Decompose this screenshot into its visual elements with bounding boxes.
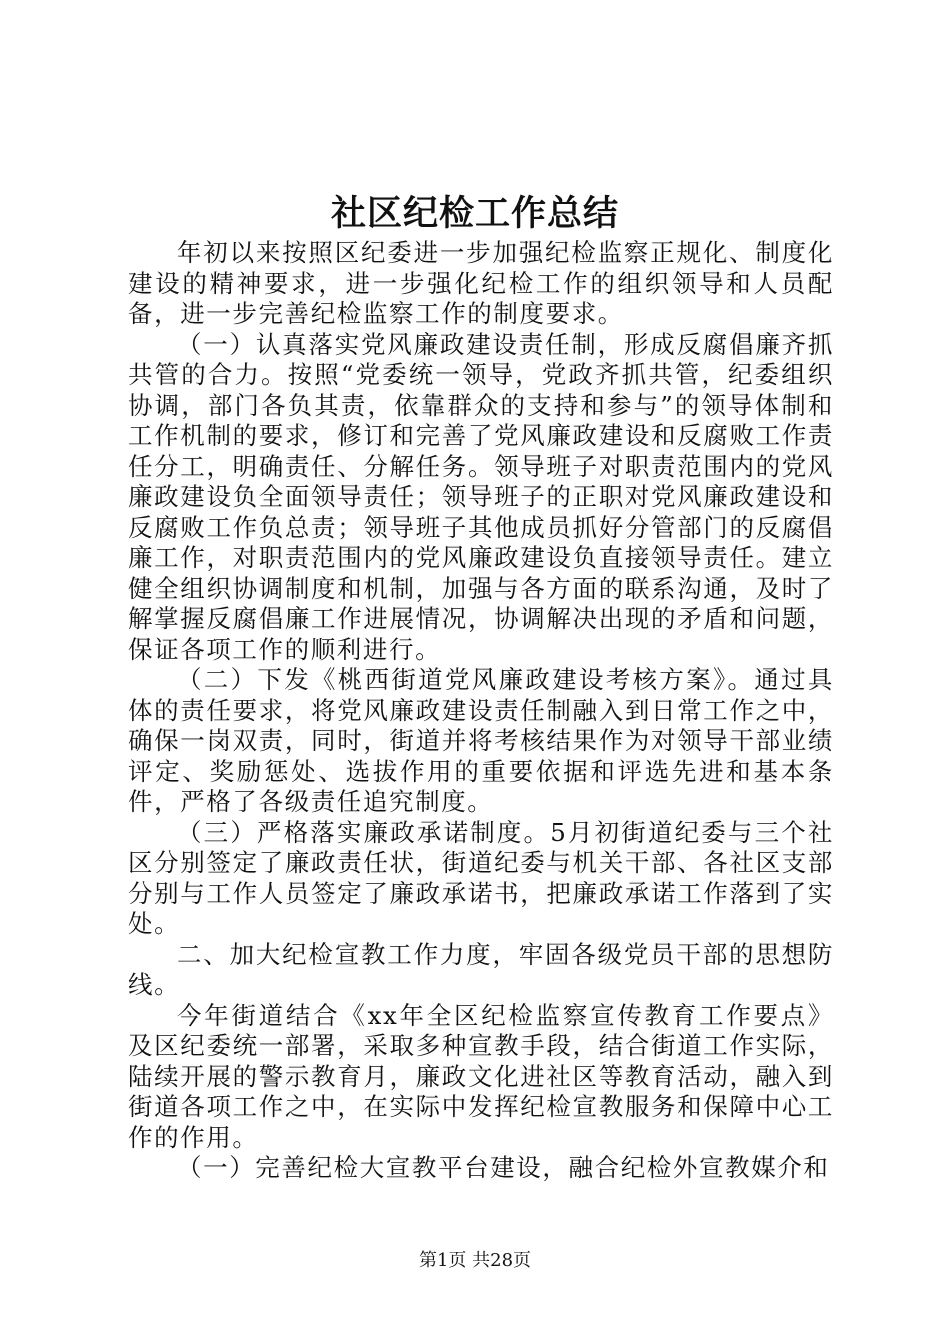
- document-title: 社区纪检工作总结: [330, 193, 619, 234]
- document-body: [128, 238, 834, 1184]
- paragraph-item-1: （一）认真落实党风廉政建设责任制，形成反腐倡廉齐抓共管的合力。按照“党委统一领导，党政齐抓共管，纪委组织协调，部门各负其责，依靠群众的支持和参与”的领导体制和工作机制的要求，修订和完善了党风廉政建设和反腐败工作责任分工，明确责任、分解任务。领导班子对职责范围内的党风廉政建设负全面领导责任；领导班子的正职对党风廉政建设和反腐败工作负总责；领导班子其他成员抓好分管部门的反腐倡廉工作，对职责范围内的党风廉政建设负直接领导责任。建立健全组织协调制度和机制，加强与各方面的联系沟通，及时了解掌握反腐倡廉工作进展情况，协调解决出现的矛盾和问题，保证各项工作的顺利进行。: [128, 329, 834, 664]
- section-heading-2: 二、加大纪检宣教工作力度，牢固各级党员干部的思想防线。: [128, 939, 834, 999]
- paragraph-section-2-item-1: （一）完善纪检大宣教平台建设，融合纪检外宣教媒介和: [177, 1153, 830, 1182]
- paragraph-item-3: （三）严格落实廉政承诺制度。5月初街道纪委与三个社区分别签定了廉政责任状，街道纪委与机关干部、各社区支部分别与工作人员签定了廉政承诺书，把廉政承诺工作落到了实处。: [128, 817, 834, 938]
- paragraph-intro: 年初以来按照区纪委进一步加强纪检监察正规化、制度化建设的精神要求，进一步强化纪检工作的组织领导和人员配备，进一步完善纪检监察工作的制度要求。: [128, 238, 834, 328]
- paragraph-item-2: （二）下发《桃西街道党风廉政建设考核方案》。通过具体的责任要求，将党风廉政建设责任制融入到日常工作之中，确保一岗双责，同时，街道并将考核结果作为对领导干部业绩评定、奖励惩处、选拔作用的重要依据和评选先进和基本条件，严格了各级责任追究制度。: [128, 665, 834, 816]
- paragraph-section-2-intro: 今年街道结合《xx年全区纪检监察宣传教育工作要点》及区纪委统一部署，采取多种宣教手段，结合街道工作实际，陆续开展的警示教育月，廉政文化进社区等教育活动，融入到街道各项工作之中，在实际中发挥纪检宣教服务和保障中心工作的作用。: [128, 1000, 834, 1152]
- page-number: 第1页 共28页: [418, 1250, 532, 1271]
